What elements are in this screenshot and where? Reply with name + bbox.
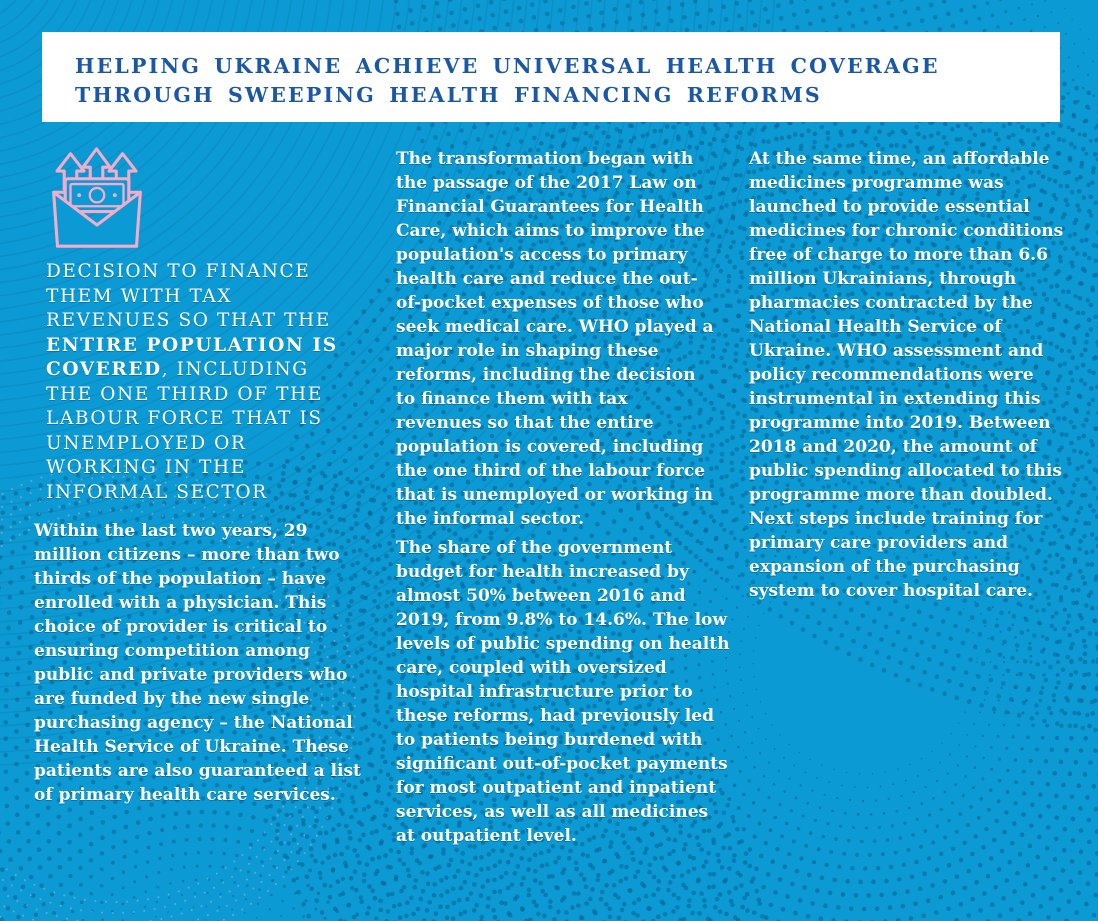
right-column-paragraph: At the same time, an affordable medicines programme was launched to provide essential medicines for chronic conditions free of charge to more than 6.6 million Ukrainians, through pharmacies contracted by the National Health Service of Ukraine. WHO assessment and policy recommendations were instrumental in extending this programme into 2019. Between 2018 and 2020, the amount of public spending allocated to this programme more than doubled. Next steps include training for primary care providers and expansion of the purchasing system to cover hospital care. [749,149,1064,601]
callout-text-bold: ENTIRE POPULATION IS COVERED [46,334,338,380]
left-column-paragraph: Within the last two years, 29 million citizens – more than two thirds of the population – have enrolled with a physician. This choice of provider is critical to ensuring competition among public and private providers who are funded by the new single purchasing agency – the National Health Service of Ukraine. These patients are also guaranteed a list of primary health care services. [34,521,361,805]
money-envelope-icon [44,146,150,252]
callout-text-before: DECISION TO FINANCE THEM WITH TAX REVENUES SO THAT THE [46,261,331,331]
page-title: HELPING UKRAINE ACHIEVE UNIVERSAL HEALTH COVERAGE THROUGH SWEEPING HEALTH FINANCING REFORMS [75,54,940,107]
middle-column-paragraph-2: The share of the government budget for health increased by almost 50% between 2016 and 2019, from 9.8% to 14.6%. The low levels of public spending on health care, coupled with oversized hospital infrastructure prior to these reforms, had previously led to patients being burdened with significant out-of-pocket payments for most outpatient and inpatient services, as well as all medicines at outpatient level. [396,538,730,846]
header-band [42,32,1060,122]
key-message-callout [46,260,350,505]
callout-text-after: , INCLUDING THE ONE THIRD OF THE LABOUR FORCE THAT IS UNEMPLOYED OR WORKING IN THE INFORMAL SECTOR [46,359,323,503]
middle-column-paragraph-1: The transformation began with the passage of the 2017 Law on Financial Guarantees for Health Care, which aims to improve the population's access to primary health care and reduce the out-of-pocket expenses of those who seek medical care. WHO played a major role in shaping these reforms, including the decision to finance them with tax revenues so that the entire population is covered, including the one third of the labour force that is unemployed or working in the informal sector. [396,149,714,529]
